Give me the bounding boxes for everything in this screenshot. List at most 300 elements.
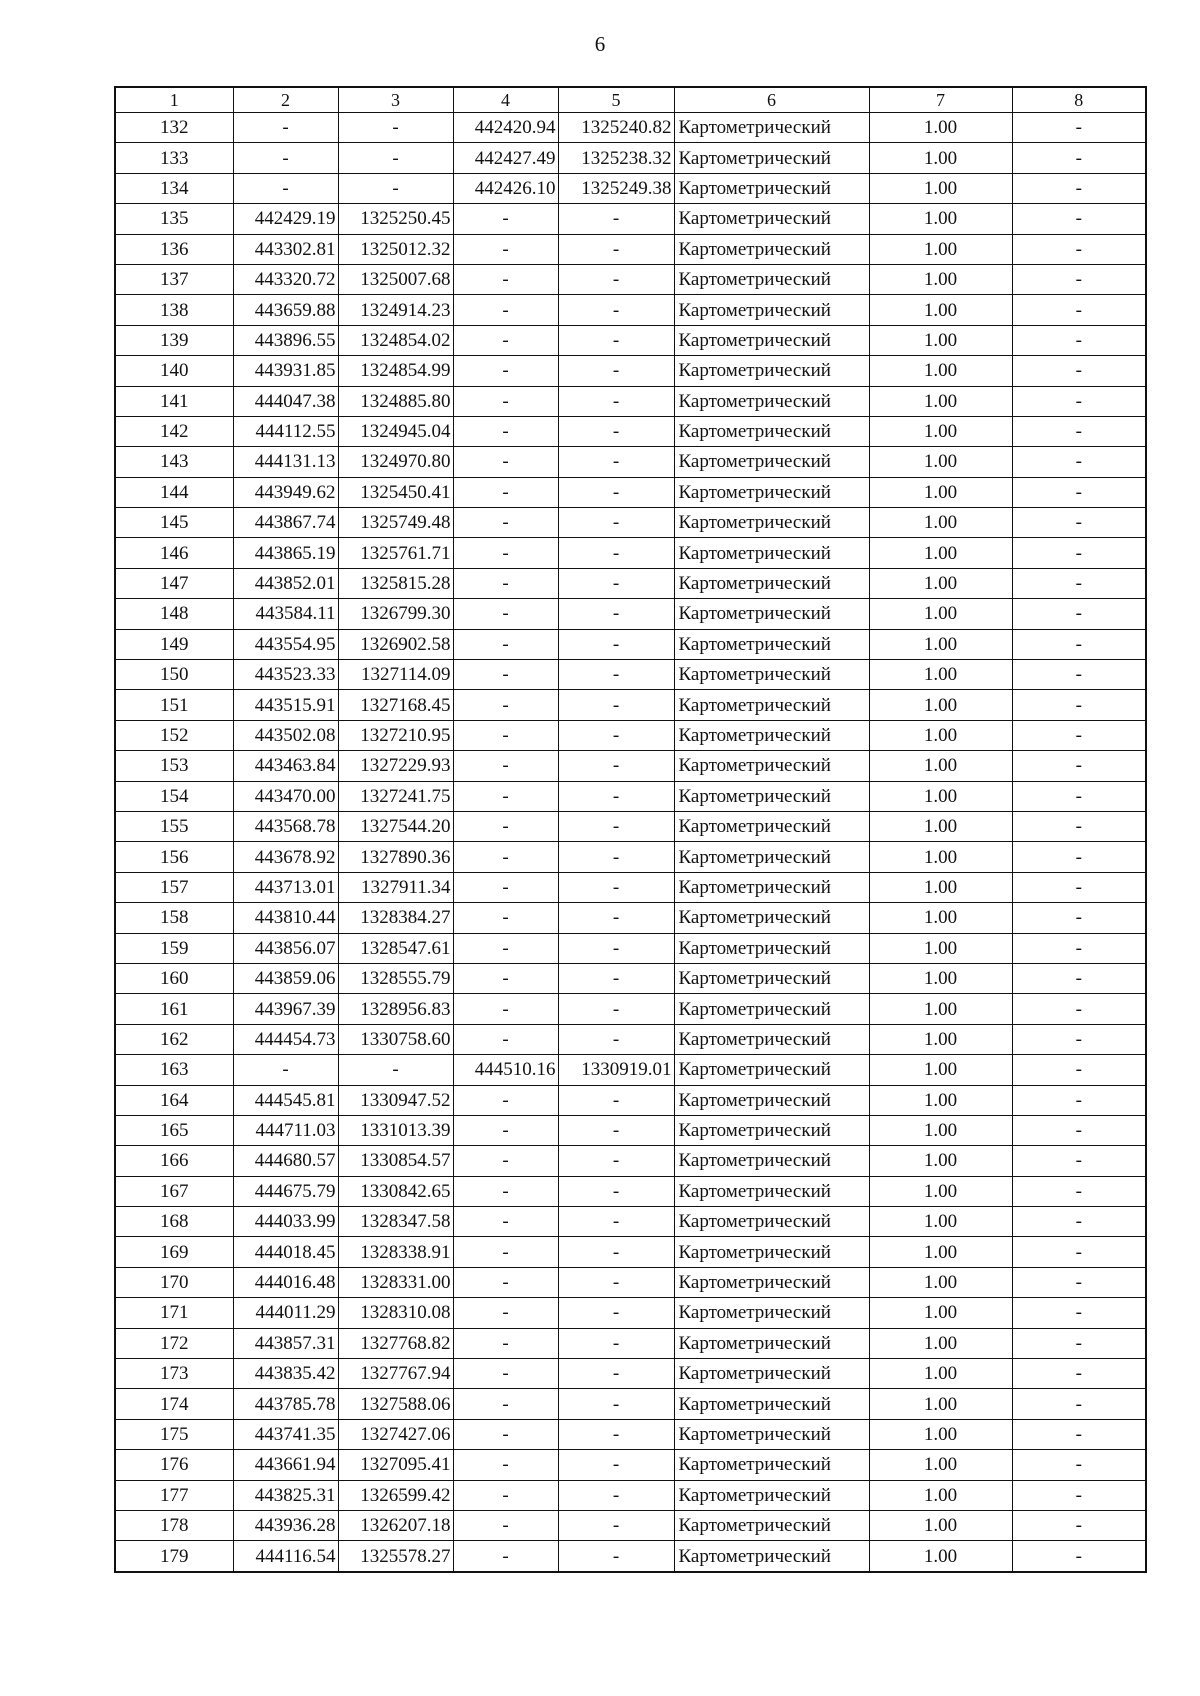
accuracy-cell: 1.00 [869, 386, 1012, 416]
method-cell: Картометрический [674, 356, 869, 386]
column-header: 1 [115, 87, 233, 113]
x-new-cell: - [453, 1419, 558, 1449]
table-row [115, 386, 1146, 416]
method-cell: Картометрический [674, 1176, 869, 1206]
point-number-cell: 145 [115, 508, 233, 538]
x-existing-cell: 444711.03 [233, 1115, 338, 1145]
note-cell: - [1012, 538, 1146, 568]
method-cell: Картометрический [674, 325, 869, 355]
y-new-cell: - [558, 356, 674, 386]
table-row [115, 508, 1146, 538]
y-existing-cell: 1328331.00 [338, 1267, 453, 1297]
note-cell: - [1012, 660, 1146, 690]
y-existing-cell: 1330758.60 [338, 1024, 453, 1054]
note-cell: - [1012, 994, 1146, 1024]
accuracy-cell: 1.00 [869, 1389, 1012, 1419]
y-new-cell: - [558, 386, 674, 416]
y-existing-cell: 1325250.45 [338, 204, 453, 234]
note-cell: - [1012, 1298, 1146, 1328]
accuracy-cell: 1.00 [869, 295, 1012, 325]
accuracy-cell: 1.00 [869, 963, 1012, 993]
method-cell: Картометрический [674, 629, 869, 659]
accuracy-cell: 1.00 [869, 325, 1012, 355]
x-new-cell: - [453, 447, 558, 477]
point-number-cell: 165 [115, 1115, 233, 1145]
method-cell: Картометрический [674, 1510, 869, 1540]
x-new-cell: - [453, 1115, 558, 1145]
point-number-cell: 172 [115, 1328, 233, 1358]
y-new-cell: 1330919.01 [558, 1055, 674, 1085]
y-existing-cell: 1324854.99 [338, 356, 453, 386]
note-cell: - [1012, 508, 1146, 538]
point-number-cell: 154 [115, 781, 233, 811]
method-cell: Картометрический [674, 842, 869, 872]
x-new-cell: 444510.16 [453, 1055, 558, 1085]
note-cell: - [1012, 1450, 1146, 1480]
x-existing-cell: 444011.29 [233, 1298, 338, 1328]
x-existing-cell: 443936.28 [233, 1510, 338, 1540]
point-number-cell: 168 [115, 1207, 233, 1237]
y-new-cell: - [558, 568, 674, 598]
y-new-cell: - [558, 204, 674, 234]
y-existing-cell: 1327210.95 [338, 720, 453, 750]
y-new-cell: - [558, 994, 674, 1024]
method-cell: Картометрический [674, 1055, 869, 1085]
y-new-cell: - [558, 1298, 674, 1328]
accuracy-cell: 1.00 [869, 811, 1012, 841]
table-row [115, 113, 1146, 143]
y-existing-cell: 1327241.75 [338, 781, 453, 811]
accuracy-cell: 1.00 [869, 234, 1012, 264]
method-cell: Картометрический [674, 811, 869, 841]
accuracy-cell: 1.00 [869, 1115, 1012, 1145]
x-existing-cell: 443867.74 [233, 508, 338, 538]
table-row [115, 1024, 1146, 1054]
y-new-cell: - [558, 903, 674, 933]
y-new-cell: - [558, 538, 674, 568]
table-row [115, 477, 1146, 507]
column-header: 7 [869, 87, 1012, 113]
method-cell: Картометрический [674, 903, 869, 933]
note-cell: - [1012, 1237, 1146, 1267]
table-row [115, 356, 1146, 386]
x-new-cell: - [453, 1146, 558, 1176]
point-number-cell: 133 [115, 143, 233, 173]
point-number-cell: 167 [115, 1176, 233, 1206]
x-existing-cell: 444675.79 [233, 1176, 338, 1206]
y-new-cell: - [558, 599, 674, 629]
table-row [115, 1146, 1146, 1176]
y-new-cell: - [558, 1237, 674, 1267]
x-new-cell: - [453, 660, 558, 690]
accuracy-cell: 1.00 [869, 1298, 1012, 1328]
table-row [115, 447, 1146, 477]
table-row [115, 1267, 1146, 1297]
point-number-cell: 169 [115, 1237, 233, 1267]
note-cell: - [1012, 173, 1146, 203]
accuracy-cell: 1.00 [869, 568, 1012, 598]
y-existing-cell: 1328384.27 [338, 903, 453, 933]
table-row [115, 1085, 1146, 1115]
y-new-cell: - [558, 1146, 674, 1176]
note-cell: - [1012, 1510, 1146, 1540]
point-number-cell: 155 [115, 811, 233, 841]
x-new-cell: - [453, 295, 558, 325]
y-existing-cell: 1326207.18 [338, 1510, 453, 1540]
accuracy-cell: 1.00 [869, 690, 1012, 720]
x-new-cell: - [453, 1541, 558, 1572]
y-existing-cell: 1326799.30 [338, 599, 453, 629]
x-existing-cell: 443515.91 [233, 690, 338, 720]
table-row [115, 1510, 1146, 1540]
y-new-cell: - [558, 234, 674, 264]
accuracy-cell: 1.00 [869, 1450, 1012, 1480]
accuracy-cell: 1.00 [869, 356, 1012, 386]
table-row [115, 1298, 1146, 1328]
method-cell: Картометрический [674, 1419, 869, 1449]
y-new-cell: - [558, 811, 674, 841]
method-cell: Картометрический [674, 1024, 869, 1054]
note-cell: - [1012, 690, 1146, 720]
y-existing-cell: 1326902.58 [338, 629, 453, 659]
accuracy-cell: 1.00 [869, 1267, 1012, 1297]
point-number-cell: 158 [115, 903, 233, 933]
method-cell: Картометрический [674, 477, 869, 507]
y-existing-cell: 1327095.41 [338, 1450, 453, 1480]
x-new-cell: - [453, 234, 558, 264]
method-cell: Картометрический [674, 508, 869, 538]
accuracy-cell: 1.00 [869, 508, 1012, 538]
table-row [115, 234, 1146, 264]
note-cell: - [1012, 629, 1146, 659]
x-new-cell: - [453, 963, 558, 993]
point-number-cell: 137 [115, 264, 233, 294]
note-cell: - [1012, 1115, 1146, 1145]
y-new-cell: - [558, 1450, 674, 1480]
column-header: 5 [558, 87, 674, 113]
table-row [115, 1237, 1146, 1267]
table-body [115, 87, 1146, 1572]
y-new-cell: - [558, 1176, 674, 1206]
table-row [115, 1115, 1146, 1145]
y-new-cell: - [558, 751, 674, 781]
x-new-cell: - [453, 1328, 558, 1358]
point-number-cell: 157 [115, 872, 233, 902]
table-row [115, 325, 1146, 355]
table-row [115, 295, 1146, 325]
x-existing-cell: 443523.33 [233, 660, 338, 690]
table-row [115, 173, 1146, 203]
note-cell: - [1012, 1055, 1146, 1085]
x-existing-cell: 443463.84 [233, 751, 338, 781]
x-existing-cell: 443896.55 [233, 325, 338, 355]
x-existing-cell: 444680.57 [233, 1146, 338, 1176]
table-row [115, 781, 1146, 811]
note-cell: - [1012, 842, 1146, 872]
point-number-cell: 135 [115, 204, 233, 234]
method-cell: Картометрический [674, 1267, 869, 1297]
y-existing-cell: 1324885.80 [338, 386, 453, 416]
accuracy-cell: 1.00 [869, 720, 1012, 750]
note-cell: - [1012, 325, 1146, 355]
y-existing-cell: 1326599.42 [338, 1480, 453, 1510]
point-number-cell: 176 [115, 1450, 233, 1480]
note-cell: - [1012, 933, 1146, 963]
method-cell: Картометрический [674, 872, 869, 902]
y-existing-cell: 1328547.61 [338, 933, 453, 963]
point-number-cell: 139 [115, 325, 233, 355]
x-new-cell: - [453, 781, 558, 811]
accuracy-cell: 1.00 [869, 933, 1012, 963]
x-existing-cell: 444016.48 [233, 1267, 338, 1297]
table-header-row [115, 87, 1146, 113]
method-cell: Картометрический [674, 113, 869, 143]
accuracy-cell: 1.00 [869, 173, 1012, 203]
point-number-cell: 171 [115, 1298, 233, 1328]
accuracy-cell: 1.00 [869, 599, 1012, 629]
table-row [115, 1359, 1146, 1389]
y-existing-cell: 1327114.09 [338, 660, 453, 690]
accuracy-cell: 1.00 [869, 143, 1012, 173]
x-existing-cell: 443835.42 [233, 1359, 338, 1389]
x-new-cell: - [453, 842, 558, 872]
x-new-cell: - [453, 1450, 558, 1480]
y-existing-cell: 1327544.20 [338, 811, 453, 841]
method-cell: Картометрический [674, 933, 869, 963]
note-cell: - [1012, 1480, 1146, 1510]
method-cell: Картометрический [674, 781, 869, 811]
table-row [115, 811, 1146, 841]
table-row [115, 1480, 1146, 1510]
x-new-cell: - [453, 751, 558, 781]
y-new-cell: - [558, 963, 674, 993]
column-header: 2 [233, 87, 338, 113]
point-number-cell: 136 [115, 234, 233, 264]
y-new-cell: - [558, 1024, 674, 1054]
y-existing-cell: 1327427.06 [338, 1419, 453, 1449]
y-existing-cell: - [338, 173, 453, 203]
method-cell: Картометрический [674, 1389, 869, 1419]
x-existing-cell: 443302.81 [233, 234, 338, 264]
note-cell: - [1012, 963, 1146, 993]
point-number-cell: 162 [115, 1024, 233, 1054]
y-existing-cell: 1325578.27 [338, 1541, 453, 1572]
x-new-cell: - [453, 994, 558, 1024]
note-cell: - [1012, 811, 1146, 841]
x-existing-cell: - [233, 1055, 338, 1085]
table-row [115, 1055, 1146, 1085]
y-new-cell: - [558, 1359, 674, 1389]
method-cell: Картометрический [674, 720, 869, 750]
point-number-cell: 140 [115, 356, 233, 386]
x-new-cell: 442420.94 [453, 113, 558, 143]
x-new-cell: - [453, 811, 558, 841]
x-existing-cell: 443967.39 [233, 994, 338, 1024]
accuracy-cell: 1.00 [869, 264, 1012, 294]
note-cell: - [1012, 447, 1146, 477]
accuracy-cell: 1.00 [869, 1055, 1012, 1085]
table-row [115, 963, 1146, 993]
method-cell: Картометрический [674, 1450, 869, 1480]
point-number-cell: 166 [115, 1146, 233, 1176]
y-existing-cell: 1328338.91 [338, 1237, 453, 1267]
point-number-cell: 161 [115, 994, 233, 1024]
point-number-cell: 146 [115, 538, 233, 568]
table-row [115, 720, 1146, 750]
point-number-cell: 170 [115, 1267, 233, 1297]
method-cell: Картометрический [674, 416, 869, 446]
note-cell: - [1012, 477, 1146, 507]
note-cell: - [1012, 234, 1146, 264]
point-number-cell: 153 [115, 751, 233, 781]
table-row [115, 872, 1146, 902]
table-row [115, 994, 1146, 1024]
method-cell: Картометрический [674, 234, 869, 264]
table-row [115, 660, 1146, 690]
method-cell: Картометрический [674, 1359, 869, 1389]
note-cell: - [1012, 113, 1146, 143]
point-number-cell: 144 [115, 477, 233, 507]
x-new-cell: - [453, 356, 558, 386]
accuracy-cell: 1.00 [869, 1328, 1012, 1358]
x-existing-cell: 443810.44 [233, 903, 338, 933]
note-cell: - [1012, 599, 1146, 629]
y-existing-cell: 1325450.41 [338, 477, 453, 507]
x-existing-cell: 443659.88 [233, 295, 338, 325]
y-new-cell: - [558, 295, 674, 325]
x-new-cell: - [453, 477, 558, 507]
note-cell: - [1012, 1267, 1146, 1297]
column-header: 8 [1012, 87, 1146, 113]
y-new-cell: - [558, 842, 674, 872]
y-new-cell: - [558, 508, 674, 538]
x-existing-cell: 443785.78 [233, 1389, 338, 1419]
method-cell: Картометрический [674, 1237, 869, 1267]
note-cell: - [1012, 781, 1146, 811]
method-cell: Картометрический [674, 1085, 869, 1115]
x-existing-cell: 444033.99 [233, 1207, 338, 1237]
y-new-cell: - [558, 1267, 674, 1297]
table-row [115, 1207, 1146, 1237]
x-new-cell: 442427.49 [453, 143, 558, 173]
method-cell: Картометрический [674, 751, 869, 781]
point-number-cell: 149 [115, 629, 233, 659]
accuracy-cell: 1.00 [869, 416, 1012, 446]
table-row [115, 599, 1146, 629]
point-number-cell: 173 [115, 1359, 233, 1389]
note-cell: - [1012, 1146, 1146, 1176]
method-cell: Картометрический [674, 1115, 869, 1145]
x-new-cell: - [453, 1359, 558, 1389]
accuracy-cell: 1.00 [869, 1237, 1012, 1267]
accuracy-cell: 1.00 [869, 538, 1012, 568]
x-existing-cell: 443859.06 [233, 963, 338, 993]
y-new-cell: - [558, 629, 674, 659]
x-existing-cell: 443713.01 [233, 872, 338, 902]
y-existing-cell: - [338, 143, 453, 173]
x-new-cell: - [453, 1176, 558, 1206]
x-new-cell: - [453, 416, 558, 446]
point-number-cell: 147 [115, 568, 233, 598]
y-existing-cell: 1327890.36 [338, 842, 453, 872]
point-number-cell: 152 [115, 720, 233, 750]
x-new-cell: - [453, 508, 558, 538]
point-number-cell: 178 [115, 1510, 233, 1540]
y-existing-cell: 1327768.82 [338, 1328, 453, 1358]
table-row [115, 538, 1146, 568]
method-cell: Картометрический [674, 1298, 869, 1328]
x-new-cell: - [453, 690, 558, 720]
accuracy-cell: 1.00 [869, 204, 1012, 234]
x-new-cell: - [453, 1480, 558, 1510]
note-cell: - [1012, 872, 1146, 902]
x-existing-cell: 443852.01 [233, 568, 338, 598]
table-row [115, 1176, 1146, 1206]
x-existing-cell: 444018.45 [233, 1237, 338, 1267]
y-new-cell: - [558, 1085, 674, 1115]
point-number-cell: 132 [115, 113, 233, 143]
accuracy-cell: 1.00 [869, 477, 1012, 507]
y-existing-cell: - [338, 1055, 453, 1085]
table-row [115, 568, 1146, 598]
method-cell: Картометрический [674, 447, 869, 477]
point-number-cell: 179 [115, 1541, 233, 1572]
column-header: 4 [453, 87, 558, 113]
method-cell: Картометрический [674, 538, 869, 568]
x-existing-cell: 443856.07 [233, 933, 338, 963]
x-existing-cell: - [233, 143, 338, 173]
note-cell: - [1012, 1176, 1146, 1206]
point-number-cell: 160 [115, 963, 233, 993]
x-new-cell: - [453, 264, 558, 294]
y-existing-cell: 1325815.28 [338, 568, 453, 598]
note-cell: - [1012, 1359, 1146, 1389]
y-existing-cell: 1328555.79 [338, 963, 453, 993]
accuracy-cell: 1.00 [869, 660, 1012, 690]
y-new-cell: 1325249.38 [558, 173, 674, 203]
point-number-cell: 143 [115, 447, 233, 477]
method-cell: Картометрический [674, 994, 869, 1024]
accuracy-cell: 1.00 [869, 1541, 1012, 1572]
point-number-cell: 138 [115, 295, 233, 325]
x-new-cell: 442426.10 [453, 173, 558, 203]
x-new-cell: - [453, 1267, 558, 1297]
accuracy-cell: 1.00 [869, 842, 1012, 872]
method-cell: Картометрический [674, 963, 869, 993]
x-new-cell: - [453, 599, 558, 629]
y-existing-cell: 1327588.06 [338, 1389, 453, 1419]
note-cell: - [1012, 1389, 1146, 1419]
y-new-cell: - [558, 477, 674, 507]
accuracy-cell: 1.00 [869, 1510, 1012, 1540]
point-number-cell: 134 [115, 173, 233, 203]
column-header: 3 [338, 87, 453, 113]
x-new-cell: - [453, 1207, 558, 1237]
note-cell: - [1012, 720, 1146, 750]
method-cell: Картометрический [674, 386, 869, 416]
coordinates-table [114, 86, 1147, 1573]
note-cell: - [1012, 1207, 1146, 1237]
y-new-cell: - [558, 660, 674, 690]
table-row [115, 933, 1146, 963]
y-new-cell: - [558, 1510, 674, 1540]
table-row [115, 690, 1146, 720]
note-cell: - [1012, 903, 1146, 933]
method-cell: Картометрический [674, 1328, 869, 1358]
accuracy-cell: 1.00 [869, 1419, 1012, 1449]
x-existing-cell: 444454.73 [233, 1024, 338, 1054]
note-cell: - [1012, 1085, 1146, 1115]
